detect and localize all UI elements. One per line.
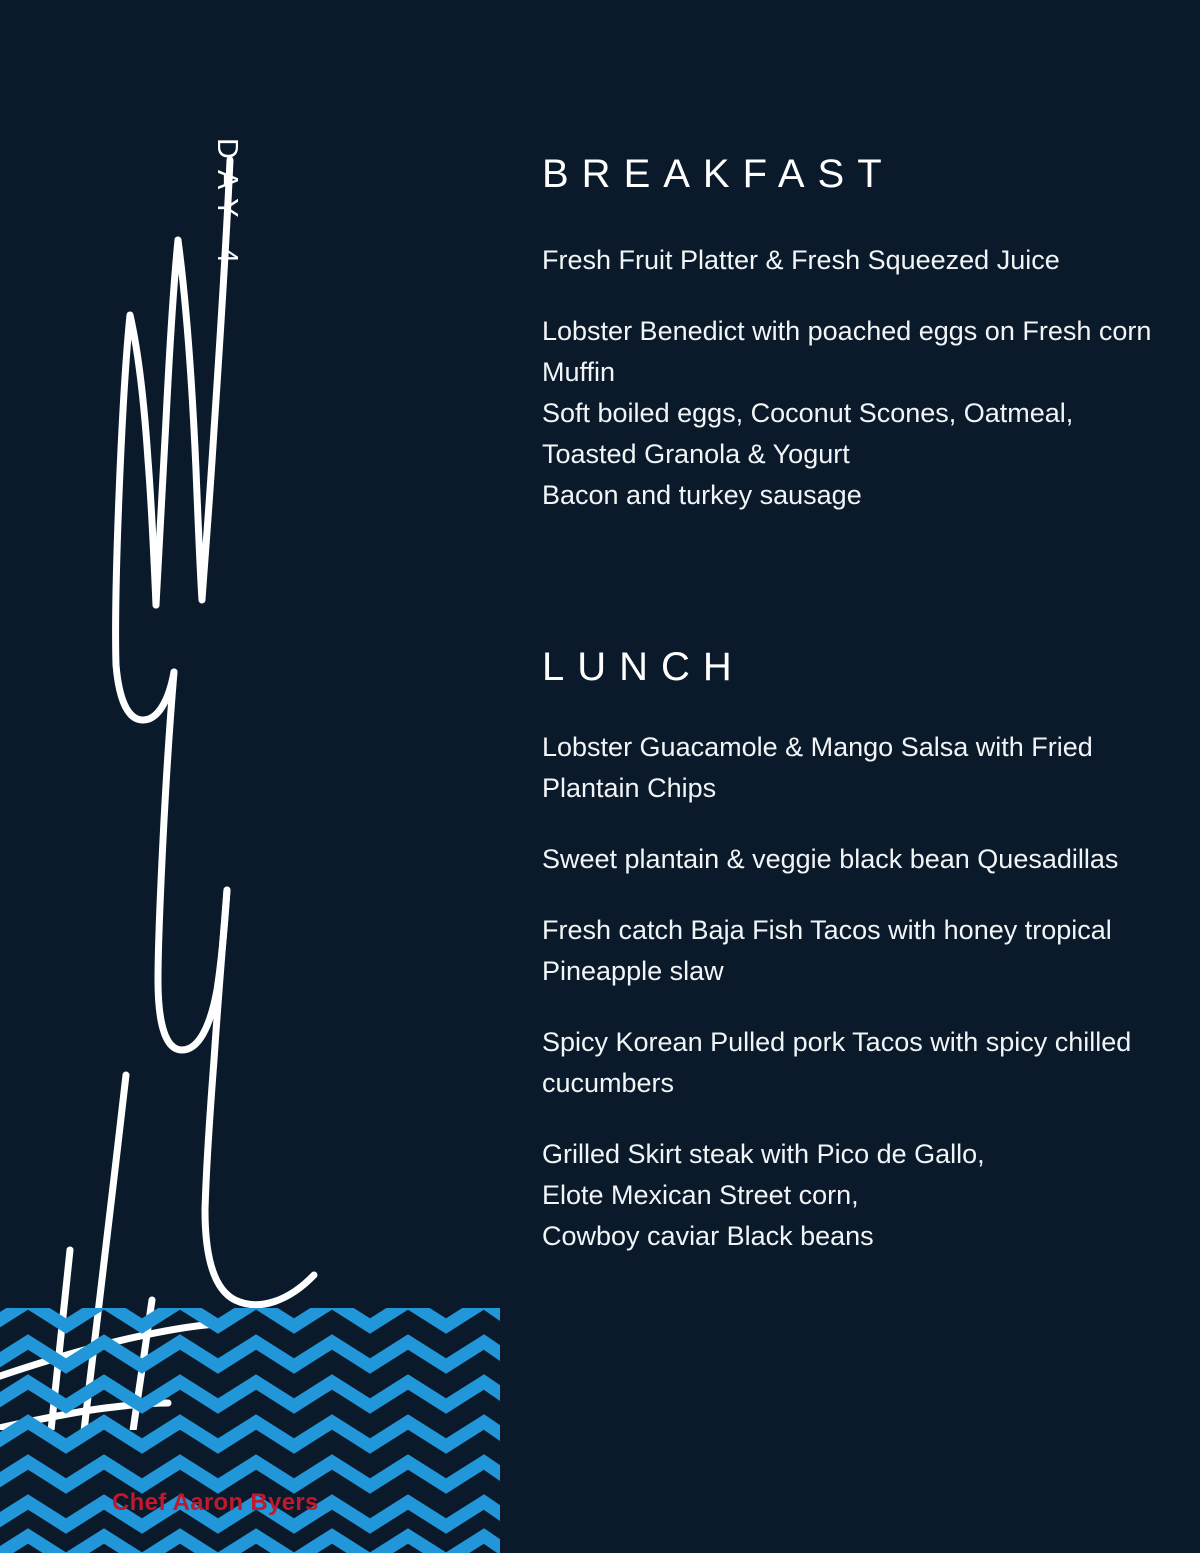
menu-item (542, 727, 1154, 809)
menu-item-line: Bacon and turkey sausage (542, 480, 862, 510)
menu-item-line: Sweet plantain & veggie black bean Quesadillas (542, 844, 1119, 874)
menu-item-line: Cowboy caviar Black beans (542, 1221, 874, 1251)
menu-item-line: Grilled Skirt steak with Pico de Gallo, (542, 1139, 985, 1169)
decorative-left-column (0, 0, 500, 1553)
section-items-lunch (542, 727, 1154, 1257)
menu-item (542, 393, 1154, 475)
menu-item-line: Soft boiled eggs, Coconut Scones, Oatmeal, Toasted Granola & Yogurt (542, 398, 1074, 469)
menu-item (542, 475, 1154, 516)
menu-item (542, 910, 1154, 992)
menu-item (542, 1022, 1154, 1104)
menu-item-line: Spicy Korean Pulled pork Tacos with spicy chilled cucumbers (542, 1027, 1132, 1098)
section-items-breakfast (542, 240, 1154, 516)
menu-content (540, 0, 1155, 1553)
menu-item-line: Fresh Fruit Platter & Fresh Squeezed Juice (542, 245, 1060, 275)
menu-item-line: Lobster Benedict with poached eggs on Fresh corn Muffin (542, 316, 1152, 387)
menu-item-line: Lobster Guacamole & Mango Salsa with Fried Plantain Chips (542, 732, 1093, 803)
menu-item (542, 839, 1154, 880)
menu-item (542, 1134, 1154, 1257)
menu-item-line: Elote Mexican Street corn, (542, 1180, 859, 1210)
day-label: DAY 4 (211, 138, 243, 275)
menu-item-line: Fresh catch Baja Fish Tacos with honey tropical Pineapple slaw (542, 915, 1112, 986)
script-menu-wordmark-icon (0, 100, 490, 1430)
menu-item (542, 311, 1154, 393)
chef-name: Chef Aaron Byers (112, 1489, 319, 1516)
section-title-lunch: LUNCH (542, 645, 745, 689)
menu-item (542, 240, 1154, 281)
section-title-breakfast: BREAKFAST (542, 152, 895, 196)
